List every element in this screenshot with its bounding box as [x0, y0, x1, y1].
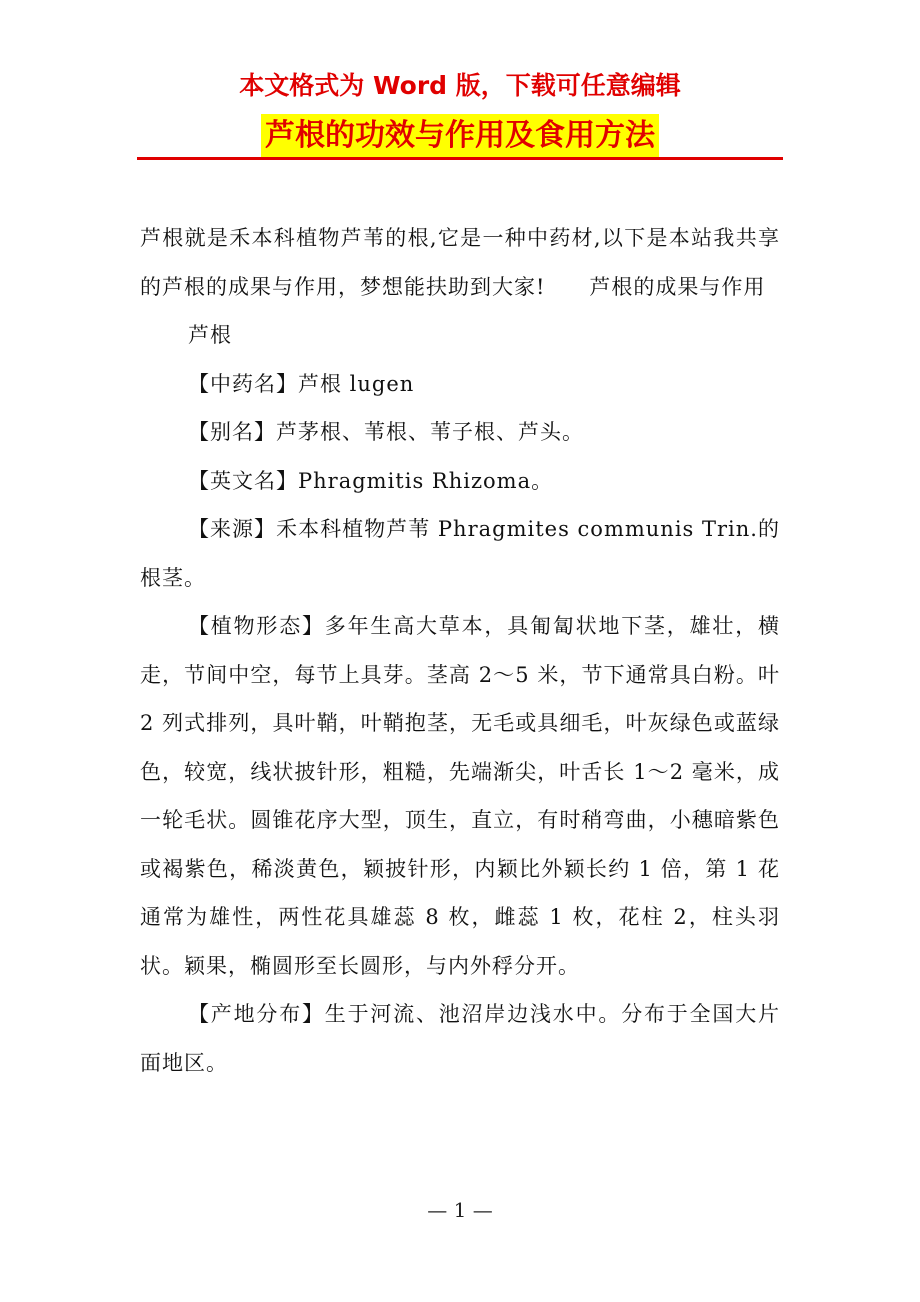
- title-divider: [137, 157, 783, 160]
- entry-english-name: 【英文名】Phragmitis Rhizoma。: [188, 468, 554, 493]
- entry-medicine-name: 【中药名】芦根 lugen: [188, 371, 415, 396]
- entry-alias: 【别名】芦茅根、苇根、苇子根、芦头。: [188, 420, 584, 444]
- document-title: 芦根的功效与作用及食用方法: [261, 114, 659, 158]
- format-notice-banner: 本文格式为 Word 版，下载可任意编辑: [239, 71, 681, 100]
- entry-plant-morphology: 【植物形态】多年生高大草本，具匍匐状地下茎，雄壮，横走，节间中空，每节上具芽。茎高 2～5 米，节下通常具白粉。叶 2 列式排列，具叶鞘，叶鞘抱茎，无毛或具细毛，叶灰绿色或蓝绿色，较宽，线状披针形，粗糙，先端渐尖，叶舌长 1～2 毫米，成一轮毛状。圆锥花序大型，顶生，直立，有时稍弯曲，小穗暗紫色或褐紫色，稀淡黄色，颖披针形，内颖比外颖长约 1 倍，第 1 花通常为雄性，两性花具雄蕊 8 枚，雌蕊 1 枚，花柱 2，柱头羽状。颖果，椭圆形至长圆形，与内外稃分开。: [140, 614, 780, 978]
- entry-source: 【来源】禾本科植物芦苇 Phragmites communis Trin.的根茎。: [140, 517, 780, 590]
- document-body: [140, 214, 780, 1087]
- section-subheading: 芦根: [188, 323, 232, 347]
- page-number: — 1 —: [427, 1198, 493, 1222]
- entry-distribution: 【产地分布】生于河流、池沼岸边浅水中。分布于全国大片面地区。: [140, 1002, 780, 1075]
- title-container: [0, 114, 920, 158]
- intro-paragraph: 芦根就是禾本科植物芦苇的根,它是一种中药材,以下是本站我共享的芦根的成果与作用，梦想能扶助到大家! 芦根的成果与作用: [140, 226, 780, 299]
